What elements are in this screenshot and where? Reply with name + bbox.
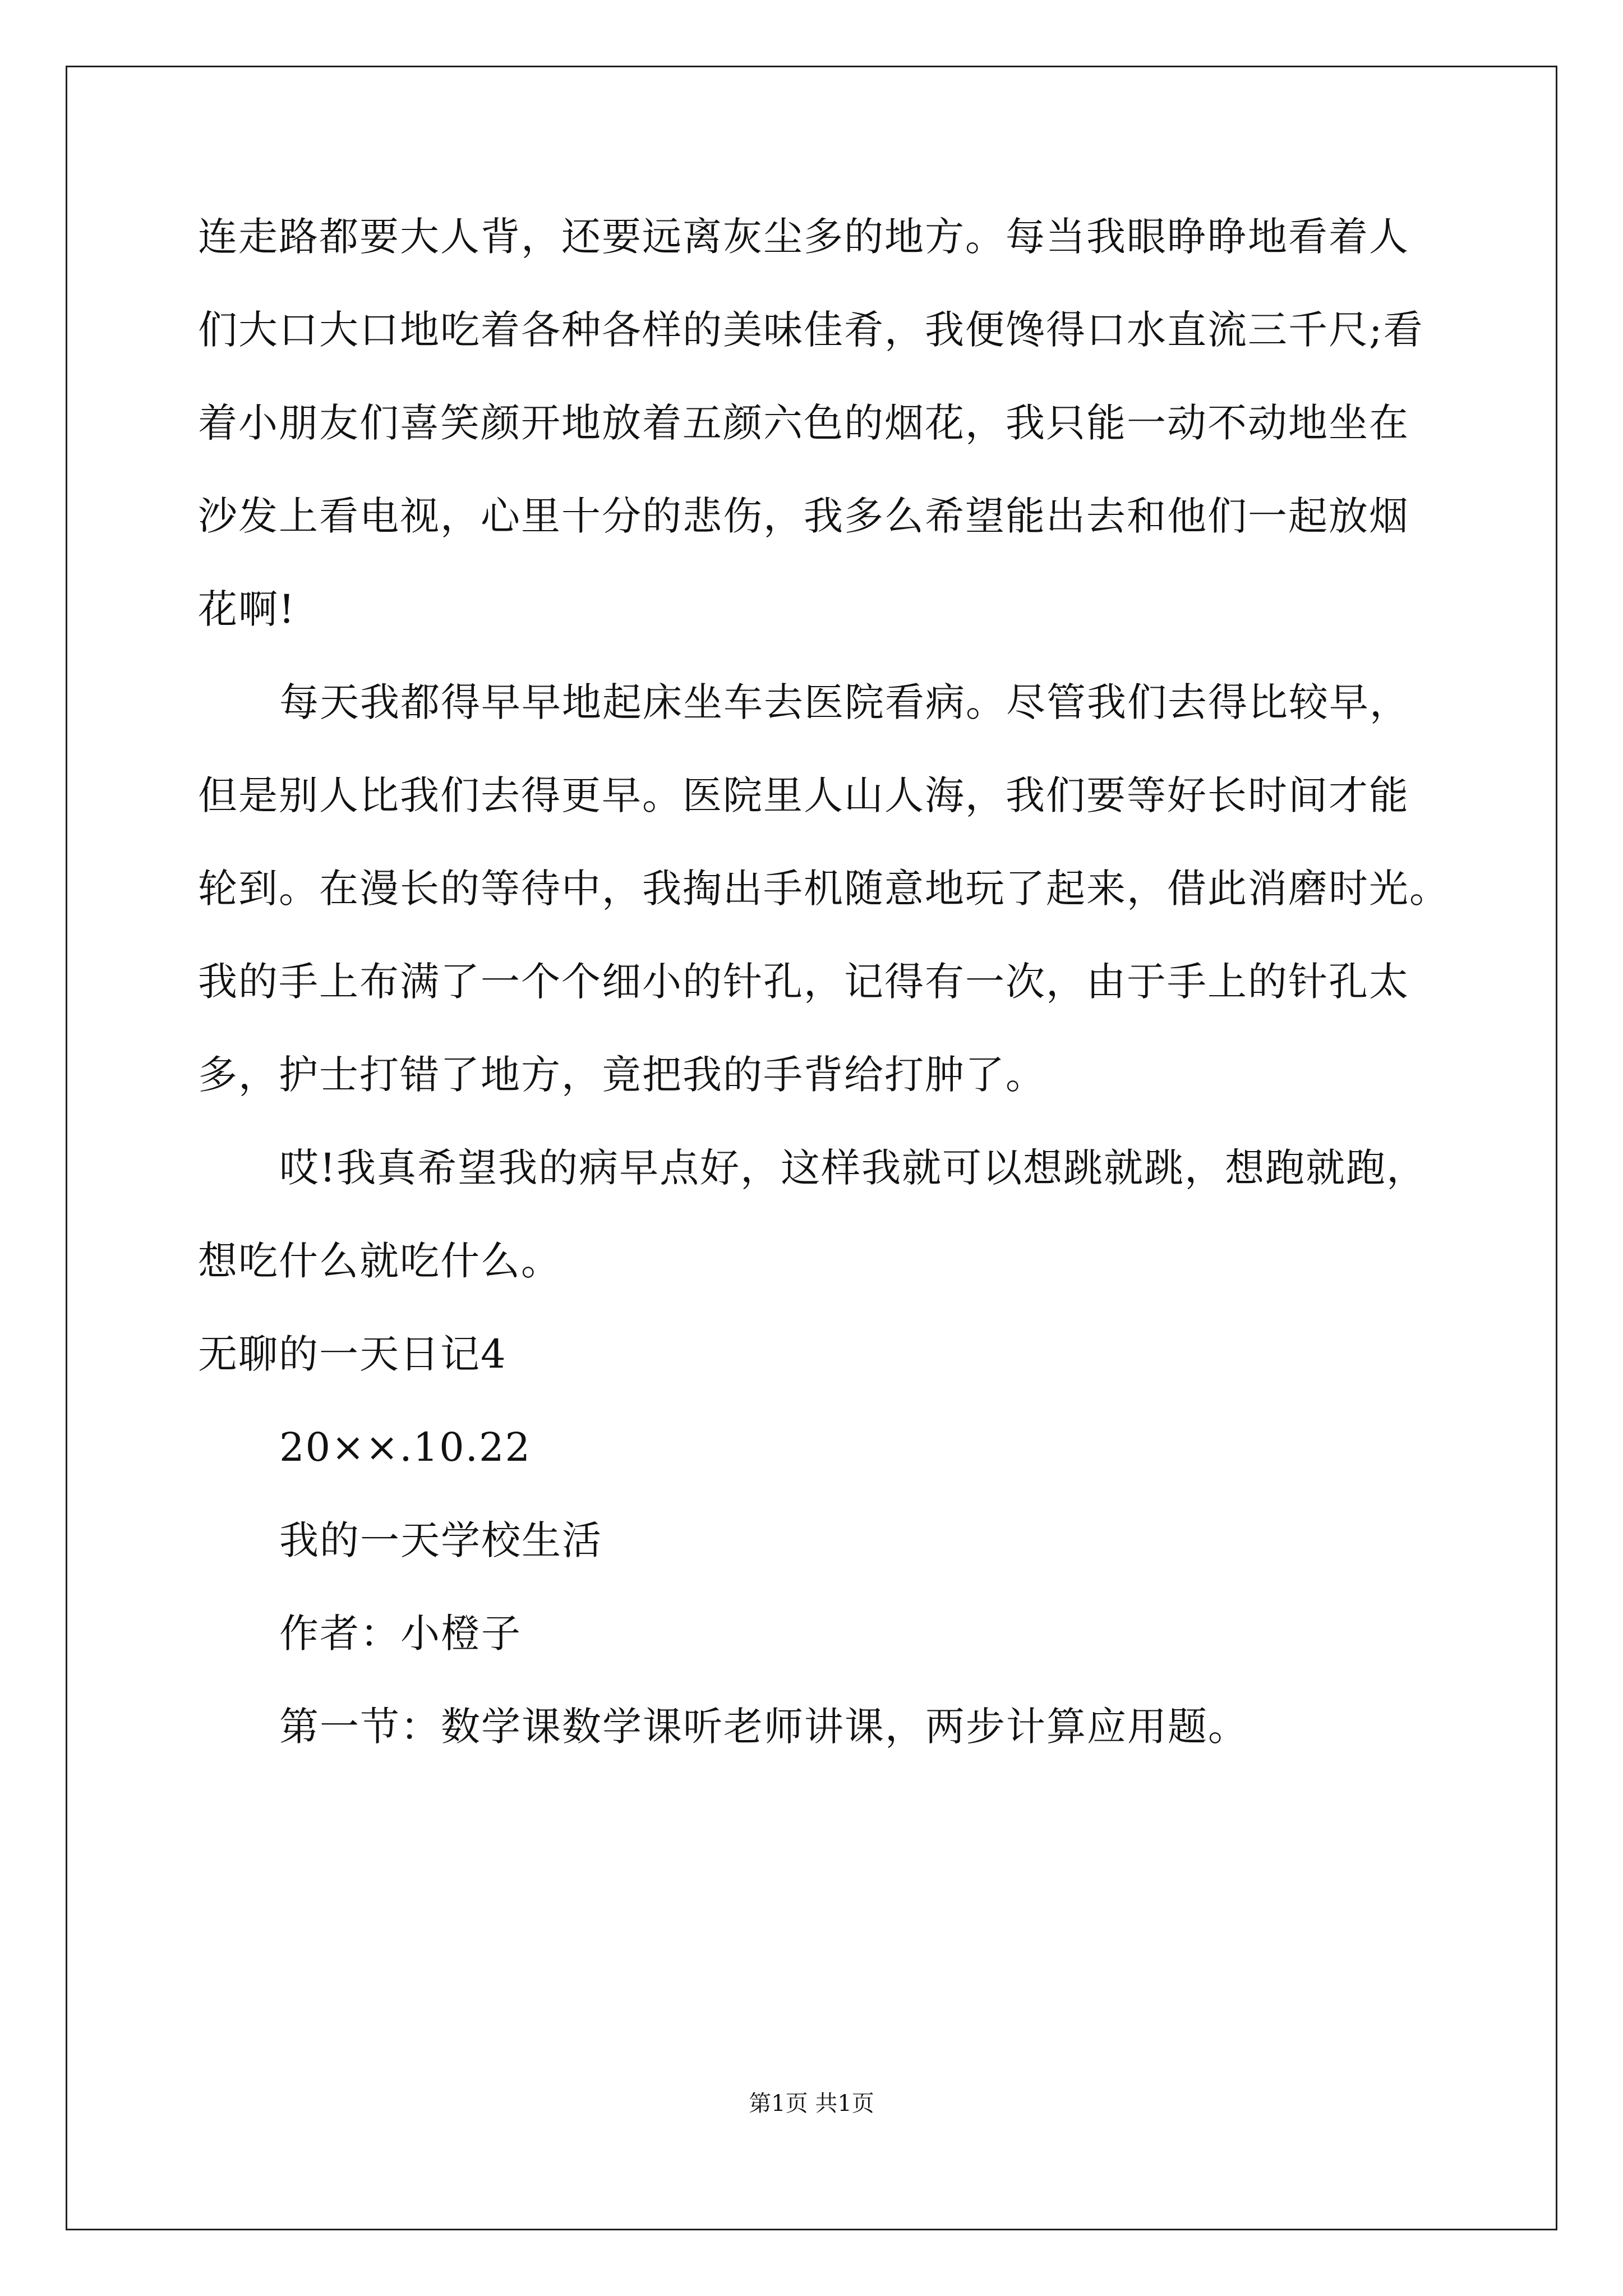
paragraph-line: 想吃什么就吃什么。 <box>198 1238 561 1284</box>
paragraph-line: 们大口大口地吃着各种各样的美味佳肴，我便馋得口水直流三千尺;看 <box>198 307 1424 353</box>
paragraph-line: 我的手上布满了一个个细小的针孔，记得有一次，由于手上的针孔太 <box>198 959 1409 1005</box>
paragraph-line: 连走路都要大人背，还要远离灰尘多的地方。每当我眼睁睁地看着人 <box>198 214 1409 260</box>
paragraph-line: 哎!我真希望我的病早点好，这样我就可以想跳就跳，想跑就跑， <box>279 1145 1427 1191</box>
paragraph-line: 着小朋友们喜笑颜开地放着五颜六色的烟花，我只能一动不动地坐在 <box>198 400 1409 446</box>
paragraph-line: 每天我都得早早地起床坐车去医院看病。尽管我们去得比较早， <box>279 679 1410 725</box>
entry-section: 第一节：数学课数学课听老师讲课，两步计算应用题。 <box>279 1704 1248 1750</box>
paragraph-line: 花啊! <box>198 586 296 632</box>
entry-title: 无聊的一天日记4 <box>198 1331 507 1377</box>
paragraph-line: 沙发上看电视，心里十分的悲伤，我多么希望能出去和他们一起放烟 <box>198 493 1409 539</box>
entry-author: 作者：小橙子 <box>279 1611 522 1657</box>
entry-heading: 我的一天学校生活 <box>279 1517 602 1563</box>
paragraph-line: 多，护士打错了地方，竟把我的手背给打肿了。 <box>198 1052 1046 1098</box>
paragraph-line: 但是别人比我们去得更早。医院里人山人海，我们要等好长时间才能 <box>198 772 1409 818</box>
paragraph-line: 轮到。在漫长的等待中，我掏出手机随意地玩了起来，借此消磨时光。 <box>198 866 1450 912</box>
entry-date: 20××.10.22 <box>279 1424 532 1470</box>
page-footer: 第1页 共1页 <box>749 2091 874 2116</box>
